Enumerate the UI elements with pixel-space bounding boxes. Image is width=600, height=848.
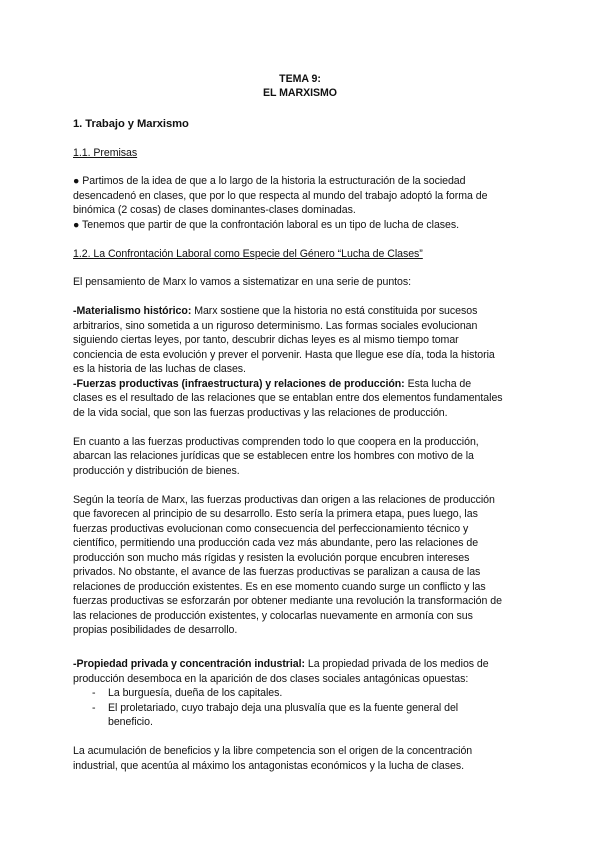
premisas-line: binómica (2 cosas) de clases dominantes-clases dominadas. — [73, 204, 356, 216]
materialismo-label: -Materialismo histórico: — [73, 305, 192, 317]
final-paragraph-line: industrial, que acentúa al máximo los antagonistas económicos y la lucha de clases. — [73, 760, 464, 772]
fuerzas-first-line — [73, 377, 471, 392]
premisas-line: ● Tenemos que partir de que la confrontación laboral es un tipo de lucha de clases. — [73, 219, 460, 231]
teoria-paragraph-line: relaciones de producción existentes. Es en ese momento cuando surge un conflicto y las — [73, 581, 486, 593]
teoria-paragraph-line: propias posibilidades de desarrollo. — [73, 624, 238, 636]
fuerzas-paragraph-line: producción y distribución de bienes. — [73, 465, 240, 477]
teoria-paragraph-line: producción son mucho más rígidas y resisten la evolución porque encubren intereses — [73, 552, 470, 564]
fuerzas-line: de la vida social, que son las fuerzas productivas y las relaciones de producción. — [73, 407, 448, 419]
materialismo-line: es la historia de las luchas de clases. — [73, 363, 246, 375]
materialismo-first-line — [73, 304, 477, 319]
fuerzas-paragraph-line: En cuanto a las fuerzas productivas comprenden todo lo que coopera en la producción, — [73, 436, 479, 448]
teoria-paragraph-line: fuerzas productivas se esforzarán por obtener mediante una revolución la transformación de — [73, 595, 502, 607]
list-item-continuation: beneficio. — [108, 716, 153, 728]
teoria-paragraph-line: privados. No obstante, el avance de las fuerzas productivas se paralizan a causa de las — [73, 566, 481, 578]
propiedad-line: producción desemboca en la aparición de dos clases sociales antagónicas opuestas: — [73, 673, 469, 685]
teoria-paragraph-line: que favorecen al principio de su desarrollo. Esto sería la primera etapa, pues luego, las — [73, 508, 478, 520]
list-dash: - — [92, 687, 96, 699]
materialismo-line: arbitrarios, sino sometida a un riguroso determinismo. Las formas sociales evolucionan — [73, 320, 478, 332]
title-line-2: EL MARXISMO — [262, 87, 337, 99]
list-item: La burguesía, dueña de los capitales. — [108, 687, 283, 699]
premisas-line: desencadenó en clases, que por lo que respecta al mundo del trabajo adoptó la forma de — [73, 190, 488, 202]
propiedad-first-line — [73, 657, 489, 672]
materialismo-line: siguiendo ciertas leyes, por tanto, descubrir dichas leyes es al mismo tiempo tomar — [73, 334, 459, 346]
title-line-1: TEMA 9: — [279, 73, 321, 85]
section-1-heading: 1. Trabajo y Marxismo — [73, 118, 189, 130]
intro-paragraph: El pensamiento de Marx lo vamos a sistematizar en una serie de puntos: — [73, 276, 412, 288]
materialismo-text: Marx sostiene que la historia no está constituida por sucesos — [191, 305, 478, 317]
teoria-paragraph-line: fuerzas productivas evolucionan como consecuencia del perfeccionamiento técnico y — [73, 523, 469, 535]
fuerzas-label: -Fuerzas productivas (infraestructura) y relaciones de producción: — [73, 378, 405, 390]
materialismo-line: conciencia de esta evolución y prever el porvenir. Hasta que llegue ese día, toda la historia — [73, 349, 495, 361]
fuerzas-paragraph-line: abarcan las relaciones jurídicas que se establecen entre los hombres con motivo de la — [73, 450, 474, 462]
propiedad-text: La propiedad privada de los medios de — [305, 658, 489, 670]
teoria-paragraph-line: científico, permitiendo una producción cada vez más abundante, pero las relaciones de — [73, 537, 479, 549]
teoria-paragraph-line: Según la teoría de Marx, las fuerzas productivas dan origen a las relaciones de producción — [73, 494, 495, 506]
teoria-paragraph-line: las relaciones de producción existentes, y colocarlas nuevamente en armonía con sus — [73, 610, 473, 622]
final-paragraph-line: La acumulación de beneficios y la libre competencia son el origen de la concentración — [73, 745, 473, 757]
list-item: El proletariado, cuyo trabajo deja una plusvalía que es la fuente general del — [108, 702, 459, 714]
fuerzas-line: clases es el resultado de las relaciones que se entablan entre dos elementos fundamentales — [73, 392, 503, 404]
propiedad-label: -Propiedad privada y concentración industrial: — [73, 658, 305, 670]
section-1-2-heading: 1.2. La Confrontación Laboral como Especie del Género “Lucha de Clases” — [73, 248, 423, 260]
premisas-line: ● Partimos de la idea de que a lo largo de la historia la estructuración de la sociedad — [73, 175, 466, 187]
section-1-1-heading: 1.1. Premisas — [73, 147, 138, 159]
fuerzas-text: Esta lucha de — [404, 378, 472, 390]
list-dash: - — [92, 702, 96, 714]
